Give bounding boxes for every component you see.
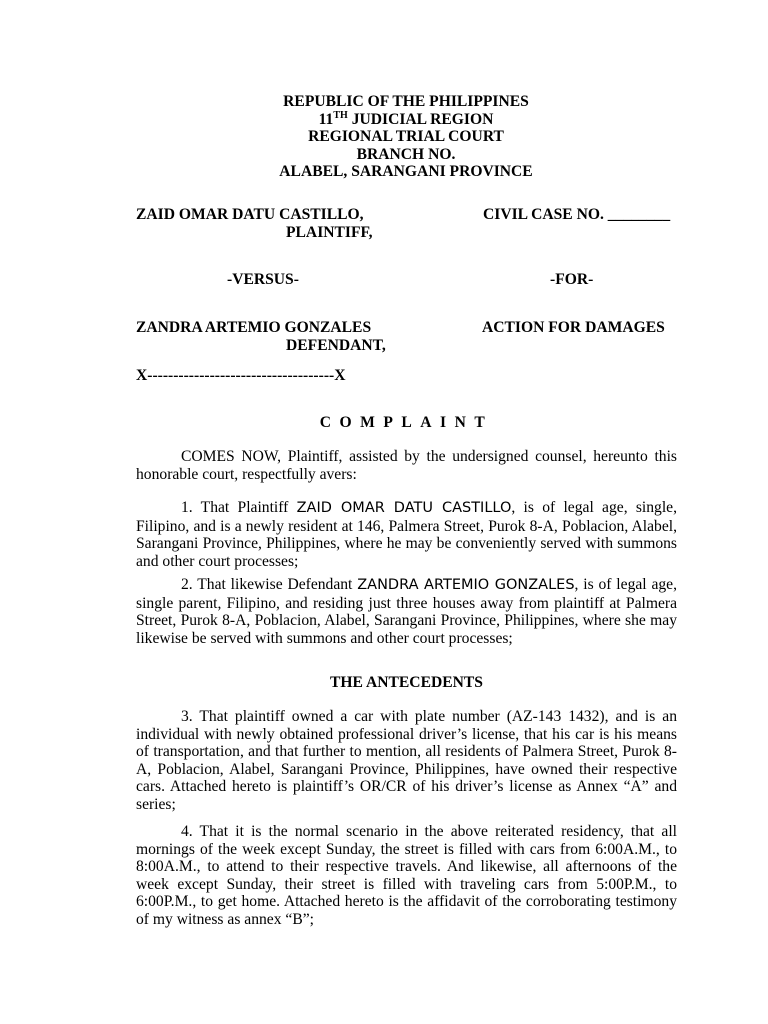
plaintiff-name: ZAID OMAR DATU CASTILLO, [136,206,364,223]
region-label: JUDICIAL REGION [347,110,494,128]
para1-body: , is of legal age, single, Filipino, and is a newly resident at 146, Palmera Street, Purok 8-A, Poblacion, Alabel, Sarangani Province, Philippines, where he may be conveniently served with summons and other court processes; [136,499,678,570]
for-label: -FOR- [550,271,594,288]
defendant-name-inline: ZANDRA ARTEMIO GONZALES [357,577,575,593]
intro-text: COMES NOW, Plaintiff, assisted by the undersigned counsel, hereunto this honorable court, respectfully avers: [136,448,677,483]
paragraph-1 [136,499,677,570]
defendant-name: ZANDRA ARTEMIO GONZALES [136,319,372,336]
court-header [0,93,768,181]
header-court: REGIONAL TRIAL COURT [308,128,504,145]
header-judicial-region [0,111,768,129]
para2-body: , is of legal age, single parent, Filipino, and residing just three houses away from plaintiff at Palmera Street, Purok 8-A, Poblacion, Alabel, Sarangani Province, Philippines, where she may likewise be served with summons and other court processes; [136,576,677,647]
paragraph-2 [136,576,677,647]
region-ordinal: TH [333,109,348,121]
civil-case-number: CIVIL CASE NO. ________ [483,206,671,223]
header-republic: REPUBLIC OF THE PHILIPPINES [283,93,529,110]
antecedents-heading: THE ANTECEDENTS [330,674,483,691]
para4-text: 4. That it is the normal scenario in the above reiterated residency, that all mornings of the week except Sunday, the street is filled with cars from 6:00A.M., to 8:00A.M., to attend to their respective travels. And likewise, all afternoons of the week except Sunday, their street is filled with traveling cars from 5:00P.M., to 6:00P.M., to get home. Attached hereto is the affidavit of the corroborating testimony of my witness as annex “B”; [136,823,677,928]
caption-separator: X------------------------------------X [136,367,346,384]
para3-text: 3. That plaintiff owned a car with plate number (AZ-143 1432), and is an individual with newly obtained professional driver’s license, that his car is his means of transportation, and that further to mention, all residents of Palmera Street, Purok 8-A, Poblacion, Alabel, Sarangani Province, Philippines, have owned their respective cars. Attached hereto is plaintiff’s OR/CR of his driver’s license as Annex “A” and series; [136,708,677,813]
paragraph-4 [136,823,677,929]
document-title: COMPLAINT [319,414,494,431]
defendant-label: DEFENDANT, [286,337,386,354]
paragraph-3 [136,708,677,814]
header-location: ALABEL, SARANGANI PROVINCE [279,163,533,180]
region-number: 11 [318,110,334,128]
para2-lead: 2. That likewise Defendant [181,576,358,593]
intro-paragraph [136,448,677,483]
plaintiff-label: PLAINTIFF, [286,224,373,241]
versus-label: -VERSUS- [227,271,299,288]
plaintiff-name-inline: ZAID OMAR DATU CASTILLO [296,500,512,516]
header-branch: BRANCH NO. [356,145,456,163]
para1-lead: 1. That Plaintiff [181,499,297,516]
action-label: ACTION FOR DAMAGES [482,319,665,336]
